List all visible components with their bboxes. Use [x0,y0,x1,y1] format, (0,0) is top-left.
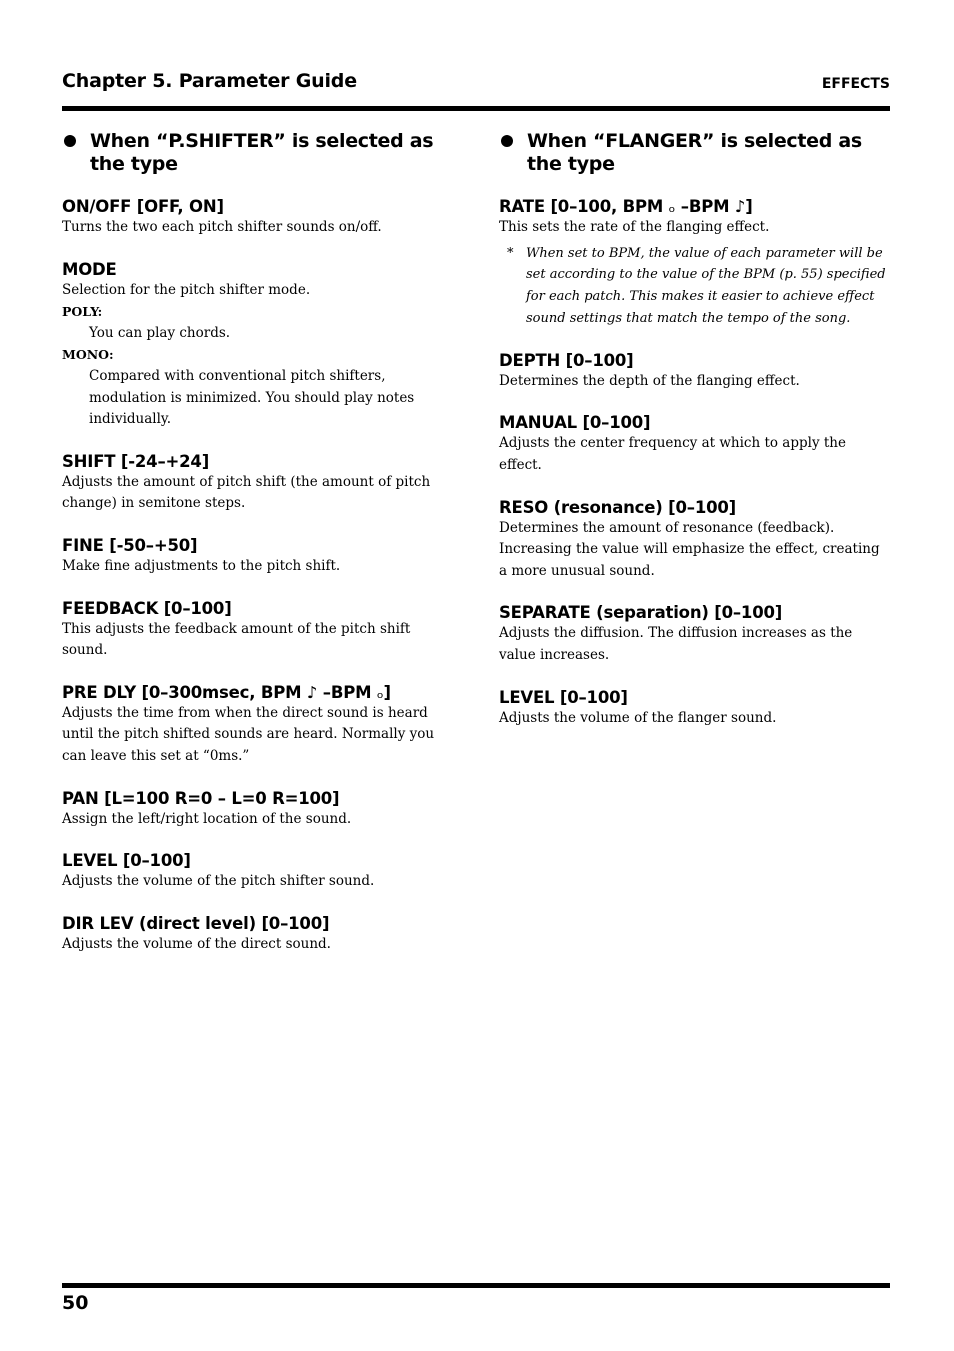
param-heading: MANUAL [0–100] [499,413,651,433]
param-heading: DEPTH [0–100] [499,350,634,370]
note-asterisk: * [507,245,514,261]
param-heading [62,682,454,703]
heading-part: PRE DLY [0–300msec, BPM [62,682,307,702]
bullet-icon [64,135,76,147]
param-heading: DIR LEV (direct level) [0–100] [62,913,330,933]
heading-part: –BPM [317,682,377,702]
param-description: Determines the amount of resonance (feedback). Increasing the value will emphasize the effect, creating a more unusual sound. [499,519,880,579]
param-depth [499,350,891,393]
flanger-heading-text: When “FLANGER” is selected as the type [527,130,862,175]
option-label: POLY: [62,304,103,320]
param-heading: FINE [-50–+50] [62,535,198,555]
param-manual [499,412,891,476]
heading-part: ] [383,682,391,702]
option-label: MONO: [62,347,114,363]
param-heading: SEPARATE (separation) [0–100] [499,603,783,623]
footer-rule [62,1283,890,1288]
param-description: Selection for the pitch shifter mode. [62,281,311,298]
param-description: Adjusts the diffusion. The diffusion increases as the value increases. [499,625,853,663]
param-description: Adjusts the center frequency at which to apply the effect. [499,435,846,473]
param-description: Adjusts the volume of the direct sound. [62,935,331,952]
heading-part: –BPM [675,197,735,216]
param-description: Adjusts the time from when the direct sound is heard until the pitch shifted sounds are heard. Normally you can leave this set at “0ms.” [62,704,435,764]
param-heading: LEVEL [0–100] [62,851,191,871]
whole-note-icon: ₒ [376,682,384,702]
section-label: EFFECTS [821,76,890,92]
bullet-icon [501,135,513,147]
param-separate [499,602,891,666]
param-mode [62,259,454,431]
param-heading: ON/OFF [OFF, ON] [62,197,224,216]
param-description: Adjusts the amount of pitch shift (the amount of pitch change) in semitone steps. [62,473,431,512]
param-on-off [62,196,454,239]
eighth-note-icon: ♪ [306,682,318,702]
param-description: Adjusts the volume of the pitch shifter sound. [62,873,375,890]
param-heading: FEEDBACK [0–100] [62,598,232,618]
param-dir-lev [62,913,454,956]
option-text: You can play chords. [89,324,231,341]
param-level [62,850,454,893]
param-heading [499,196,891,217]
param-heading: MODE [62,259,117,279]
pshifter-heading-text: When “P.SHIFTER” is selected as the type [90,130,434,175]
header-rule [62,106,890,111]
param-level [499,687,891,730]
param-reso [499,497,891,583]
param-description: Make fine adjustments to the pitch shift. [62,557,341,574]
right-column [499,130,891,749]
param-heading: LEVEL [0–100] [499,687,628,707]
param-description: Adjusts the volume of the flanger sound. [499,709,777,726]
param-heading: RESO (resonance) [0–100] [499,497,736,517]
param-pan [62,788,454,831]
param-description: This sets the rate of the flanging effect. [499,219,770,235]
chapter-title: Chapter 5. Parameter Guide [62,70,357,92]
heading-part: RATE [0–100, BPM [499,197,669,216]
param-description: Turns the two each pitch shifter sounds on/off. [62,219,382,235]
param-description: Determines the depth of the flanging effect. [499,372,800,389]
param-pre-dly [62,682,454,768]
pshifter-heading [62,130,454,176]
param-description: This adjusts the feedback amount of the pitch shift sound. [62,620,411,659]
param-shift [62,451,454,515]
note-text: When set to BPM, the value of each parameter will be set according to the value of the BPM (p. 55) specified for each patch. This makes it easier to achieve effect sound settings that match the tempo of the song. [526,245,886,326]
param-heading: SHIFT [-24–+24] [62,451,210,471]
left-column [62,130,454,975]
page-number: 50 [62,1292,89,1314]
flanger-heading [499,130,891,176]
param-feedback [62,598,454,662]
param-fine [62,535,454,578]
param-note [499,243,891,330]
option-text: Compared with conventional pitch shifters, modulation is minimized. You should play notes individually. [89,367,415,428]
param-rate [499,196,891,330]
param-heading: PAN [L=100 R=0 – L=0 R=100] [62,788,340,808]
eighth-note-icon: ♪ [734,197,746,216]
whole-note-icon: ₒ [668,197,676,216]
heading-part: ] [745,197,753,216]
param-description: Assign the left/right location of the sound. [62,810,352,827]
